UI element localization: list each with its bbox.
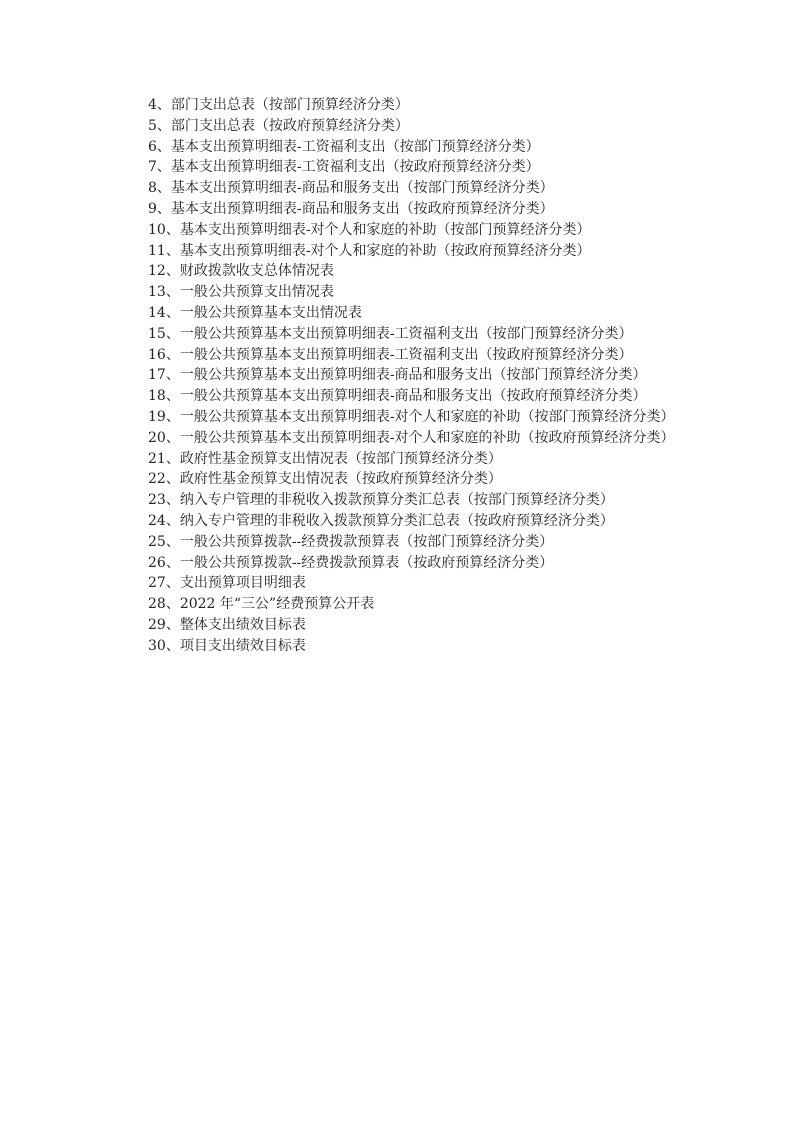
list-item: 6、基本支出预算明细表-工资福利支出（按部门预算经济分类） xyxy=(148,138,540,155)
list-item: 24、纳入专户管理的非税收入拨款预算分类汇总表（按政府预算经济分类） xyxy=(148,512,614,529)
list-item: 21、政府性基金预算支出情况表（按部门预算经济分类） xyxy=(148,450,502,467)
list-item: 11、基本支出预算明细表-对个人和家庭的补助（按政府预算经济分类） xyxy=(148,242,591,259)
list-item: 27、支出预算项目明细表 xyxy=(148,575,306,592)
list-item: 4、部门支出总表（按部门预算经济分类） xyxy=(148,97,409,113)
list-item: 25、一般公共预算拨款--经费拨款预算表（按部门预算经济分类） xyxy=(148,533,554,550)
list-item: 17、一般公共预算基本支出预算明细表-商品和服务支出（按部门预算经济分类） xyxy=(148,367,647,384)
list-item: 9、基本支出预算明细表-商品和服务支出（按政府预算经济分类） xyxy=(148,200,554,217)
list-item: 16、一般公共预算基本支出预算明细表-工资福利支出（按政府预算经济分类） xyxy=(148,346,633,363)
list-item: 30、项目支出绩效目标表 xyxy=(148,637,306,654)
list-item: 14、一般公共预算基本支出情况表 xyxy=(148,304,362,321)
list-item: 7、基本支出预算明细表-工资福利支出（按政府预算经济分类） xyxy=(148,159,540,176)
list-item: 18、一般公共预算基本支出预算明细表-商品和服务支出（按政府预算经济分类） xyxy=(148,388,647,405)
list-item: 19、一般公共预算基本支出预算明细表-对个人和家庭的补助（按部门预算经济分类） xyxy=(148,408,675,425)
list-item: 10、基本支出预算明细表-对个人和家庭的补助（按部门预算经济分类） xyxy=(148,221,591,238)
table-of-contents xyxy=(120,95,680,657)
list-item: 13、一般公共预算支出情况表 xyxy=(148,284,334,301)
list-item: 20、一般公共预算基本支出预算明细表-对个人和家庭的补助（按政府预算经济分类） xyxy=(148,429,675,446)
list-item: 26、一般公共预算拨款--经费拨款预算表（按政府预算经济分类） xyxy=(148,554,554,571)
list-item: 5、部门支出总表（按政府预算经济分类） xyxy=(148,117,409,134)
list-item: 15、一般公共预算基本支出预算明细表-工资福利支出（按部门预算经济分类） xyxy=(148,325,633,342)
list-item: 29、整体支出绩效目标表 xyxy=(148,616,306,633)
list-item: 23、纳入专户管理的非税收入拨款预算分类汇总表（按部门预算经济分类） xyxy=(148,492,614,509)
list-item: 28、2022 年“三公”经费预算公开表 xyxy=(148,596,375,613)
list-item: 22、政府性基金预算支出情况表（按政府预算经济分类） xyxy=(148,471,502,488)
list-item: 8、基本支出预算明细表-商品和服务支出（按部门预算经济分类） xyxy=(148,180,554,197)
list-item: 12、财政拨款收支总体情况表 xyxy=(148,263,334,280)
